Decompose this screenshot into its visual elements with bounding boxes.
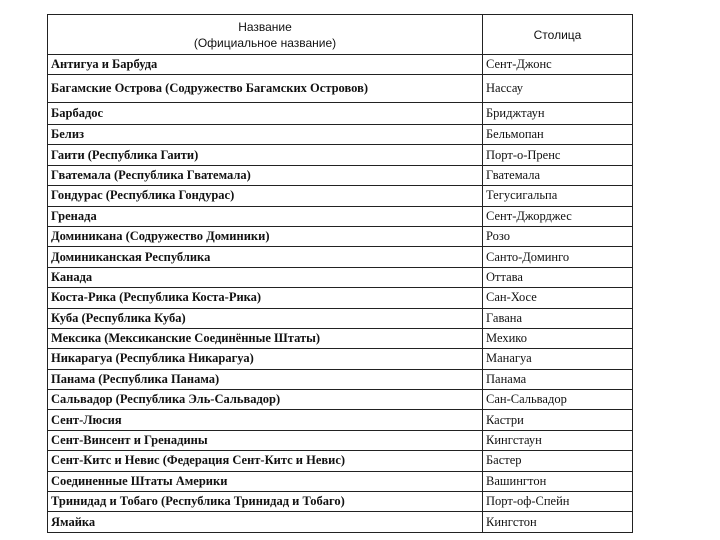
table-row bbox=[48, 492, 633, 512]
capital-name: Порт-о-Пренс bbox=[483, 145, 633, 165]
capital-name: Гавана bbox=[483, 308, 633, 328]
header-capital: Столица bbox=[483, 15, 633, 55]
capital-name: Сан-Сальвадор bbox=[483, 390, 633, 410]
country-name: Антигуа и Барбуда bbox=[48, 55, 483, 75]
country-name: Сент-Китс и Невис (Федерация Сент-Китс и Невис) bbox=[48, 451, 483, 471]
country-name: Никарагуа (Республика Никарагуа) bbox=[48, 349, 483, 369]
country-name: Мексика (Мексиканские Соединённые Штаты) bbox=[48, 328, 483, 348]
country-name: Доминиканская Республика bbox=[48, 247, 483, 267]
capital-name: Розо bbox=[483, 226, 633, 246]
table-row bbox=[48, 451, 633, 471]
table-row bbox=[48, 145, 633, 165]
table-row bbox=[48, 410, 633, 430]
table-row bbox=[48, 430, 633, 450]
table-row bbox=[48, 390, 633, 410]
table-row bbox=[48, 328, 633, 348]
country-name: Гондурас (Республика Гондурас) bbox=[48, 186, 483, 206]
table-row bbox=[48, 247, 633, 267]
table-row bbox=[48, 75, 633, 103]
country-name: Куба (Республика Куба) bbox=[48, 308, 483, 328]
country-name: Сент-Винсент и Гренадины bbox=[48, 430, 483, 450]
table-row bbox=[48, 103, 633, 125]
capital-name: Гватемала bbox=[483, 165, 633, 185]
capital-name: Бельмопан bbox=[483, 125, 633, 145]
table-row bbox=[48, 267, 633, 287]
table-row bbox=[48, 55, 633, 75]
capital-name: Сент-Джонс bbox=[483, 55, 633, 75]
country-name: Гватемала (Республика Гватемала) bbox=[48, 165, 483, 185]
table-row bbox=[48, 125, 633, 145]
country-name: Барбадос bbox=[48, 103, 483, 125]
capital-name: Сан-Хосе bbox=[483, 288, 633, 308]
table-header-row bbox=[48, 15, 633, 55]
capital-name: Кингстон bbox=[483, 512, 633, 532]
capital-name: Бриджтаун bbox=[483, 103, 633, 125]
capital-name: Сент-Джорджес bbox=[483, 206, 633, 226]
country-name: Соединенные Штаты Америки bbox=[48, 471, 483, 491]
table-row bbox=[48, 165, 633, 185]
table-row bbox=[48, 186, 633, 206]
capital-name: Мехико bbox=[483, 328, 633, 348]
country-name: Тринидад и Тобаго (Республика Тринидад и Тобаго) bbox=[48, 492, 483, 512]
country-name: Сент-Люсия bbox=[48, 410, 483, 430]
country-name: Багамские Острова (Содружество Багамских Островов) bbox=[48, 75, 483, 103]
country-name: Сальвадор (Республика Эль-Сальвадор) bbox=[48, 390, 483, 410]
capital-name: Бастер bbox=[483, 451, 633, 471]
header-name-line1: Название bbox=[238, 19, 292, 34]
capital-name: Вашингтон bbox=[483, 471, 633, 491]
capital-name: Санто-Доминго bbox=[483, 247, 633, 267]
capital-name: Панама bbox=[483, 369, 633, 389]
table-row bbox=[48, 226, 633, 246]
capital-name: Тегусигальпа bbox=[483, 186, 633, 206]
country-name: Коста-Рика (Республика Коста-Рика) bbox=[48, 288, 483, 308]
table-row bbox=[48, 512, 633, 532]
capital-name: Кастри bbox=[483, 410, 633, 430]
countries-table bbox=[47, 14, 633, 533]
country-name: Белиз bbox=[48, 125, 483, 145]
table-row bbox=[48, 308, 633, 328]
country-name: Канада bbox=[48, 267, 483, 287]
country-name: Доминикана (Содружество Доминики) bbox=[48, 226, 483, 246]
header-name bbox=[48, 15, 483, 55]
capital-name: Кингстаун bbox=[483, 430, 633, 450]
table-row bbox=[48, 471, 633, 491]
table-row bbox=[48, 206, 633, 226]
capital-name: Нассау bbox=[483, 75, 633, 103]
country-name: Гаити (Республика Гаити) bbox=[48, 145, 483, 165]
capital-name: Манагуа bbox=[483, 349, 633, 369]
header-name-line2: (Официальное название) bbox=[193, 35, 337, 50]
capital-name: Оттава bbox=[483, 267, 633, 287]
country-name: Панама (Республика Панама) bbox=[48, 369, 483, 389]
table-row bbox=[48, 288, 633, 308]
country-name: Гренада bbox=[48, 206, 483, 226]
capital-name: Порт-оф-Спейн bbox=[483, 492, 633, 512]
table-row bbox=[48, 369, 633, 389]
table-row bbox=[48, 349, 633, 369]
country-name: Ямайка bbox=[48, 512, 483, 532]
